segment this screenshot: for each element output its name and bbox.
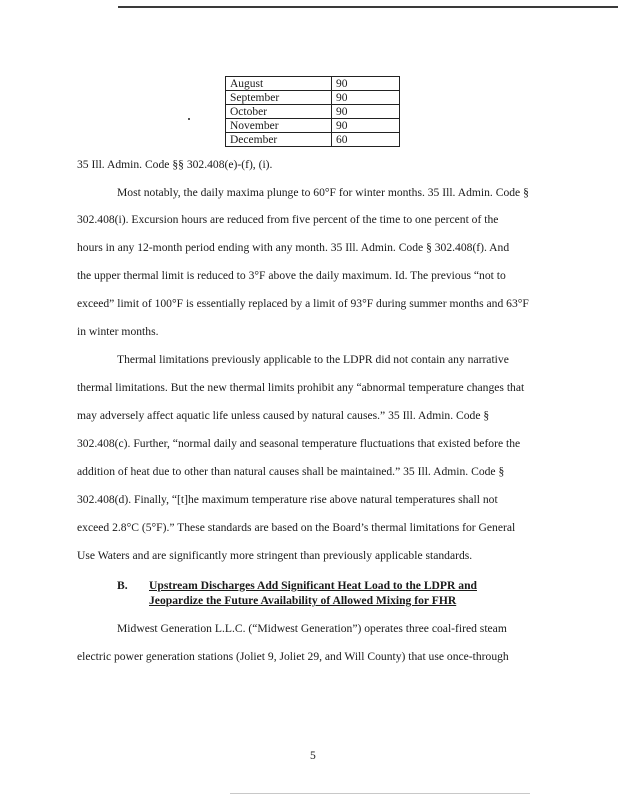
paragraph-2-line: Use Waters and are significantly more stringent than previously applicable standards.: [77, 549, 473, 562]
paragraph-1-line: 302.408(i). Excursion hours are reduced from five percent of the time to one percent of the: [77, 213, 499, 226]
page-number: 5: [310, 749, 316, 762]
paragraph-2-line: exceed 2.8°C (5°F).” These standards are based on the Board’s thermal limitations for General: [77, 521, 516, 534]
paragraph-2-line: Thermal limitations previously applicable to the LDPR did not contain any narrative: [117, 353, 509, 366]
month-cell: October: [226, 105, 332, 119]
paragraph-2-line: may adversely affect aquatic life unless caused by natural causes.” 35 Ill. Admin. Code §: [77, 409, 490, 422]
month-cell: November: [226, 119, 332, 133]
paragraph-2-line: thermal limitations. But the new thermal limits prohibit any “abnormal temperature changes that: [77, 381, 525, 394]
paragraph-1-line: hours in any 12-month period ending with any month. 35 Ill. Admin. Code § 302.408(f). And: [77, 241, 510, 254]
table-row: [226, 119, 400, 133]
scan-speck: [188, 118, 190, 120]
paragraph-3-line: electric power generation stations (Joliet 9, Joliet 29, and Will County) that use once-through: [77, 650, 509, 663]
table-row: [226, 105, 400, 119]
table-citation: 35 Ill. Admin. Code §§ 302.408(e)-(f), (i).: [77, 158, 273, 171]
month-cell: September: [226, 91, 332, 105]
section-label: B.: [117, 579, 128, 592]
paragraph-2-line: 302.408(d). Finally, “[t]he maximum temperature rise above natural temperatures shall not: [77, 493, 498, 506]
section-heading-line: Upstream Discharges Add Significant Heat Load to the LDPR and: [149, 579, 477, 592]
table-row: [226, 133, 400, 147]
paragraph-1-line: the upper thermal limit is reduced to 3°F above the daily maximum. Id. The previous “not to: [77, 269, 506, 282]
value-cell: 90: [332, 119, 400, 133]
paragraph-3-line: Midwest Generation L.L.C. (“Midwest Generation”) operates three coal-fired steam: [117, 622, 507, 635]
month-cell: August: [226, 77, 332, 91]
section-heading-line: Jeopardize the Future Availability of Allowed Mixing for FHR: [149, 594, 457, 607]
month-cell: December: [226, 133, 332, 147]
table-row: [226, 77, 400, 91]
value-cell: 90: [332, 105, 400, 119]
value-cell: 90: [332, 77, 400, 91]
monthly-temperature-table: [225, 76, 400, 147]
paragraph-1-line: Most notably, the daily maxima plunge to 60°F for winter months. 35 Ill. Admin. Code §: [117, 186, 529, 199]
paragraph-1-line: in winter months.: [77, 325, 159, 338]
top-border-line: [118, 6, 618, 8]
bottom-scan-line: [230, 793, 530, 794]
table-row: [226, 91, 400, 105]
paragraph-1-line: exceed” limit of 100°F is essentially replaced by a limit of 93°F during summer months and 63°F: [77, 297, 529, 310]
value-cell: 90: [332, 91, 400, 105]
paragraph-2-line: 302.408(c). Further, “normal daily and seasonal temperature fluctuations that existed before the: [77, 437, 521, 450]
paragraph-2-line: addition of heat due to other than natural causes shall be maintained.” 35 Ill. Admin. Code §: [77, 465, 505, 478]
value-cell: 60: [332, 133, 400, 147]
